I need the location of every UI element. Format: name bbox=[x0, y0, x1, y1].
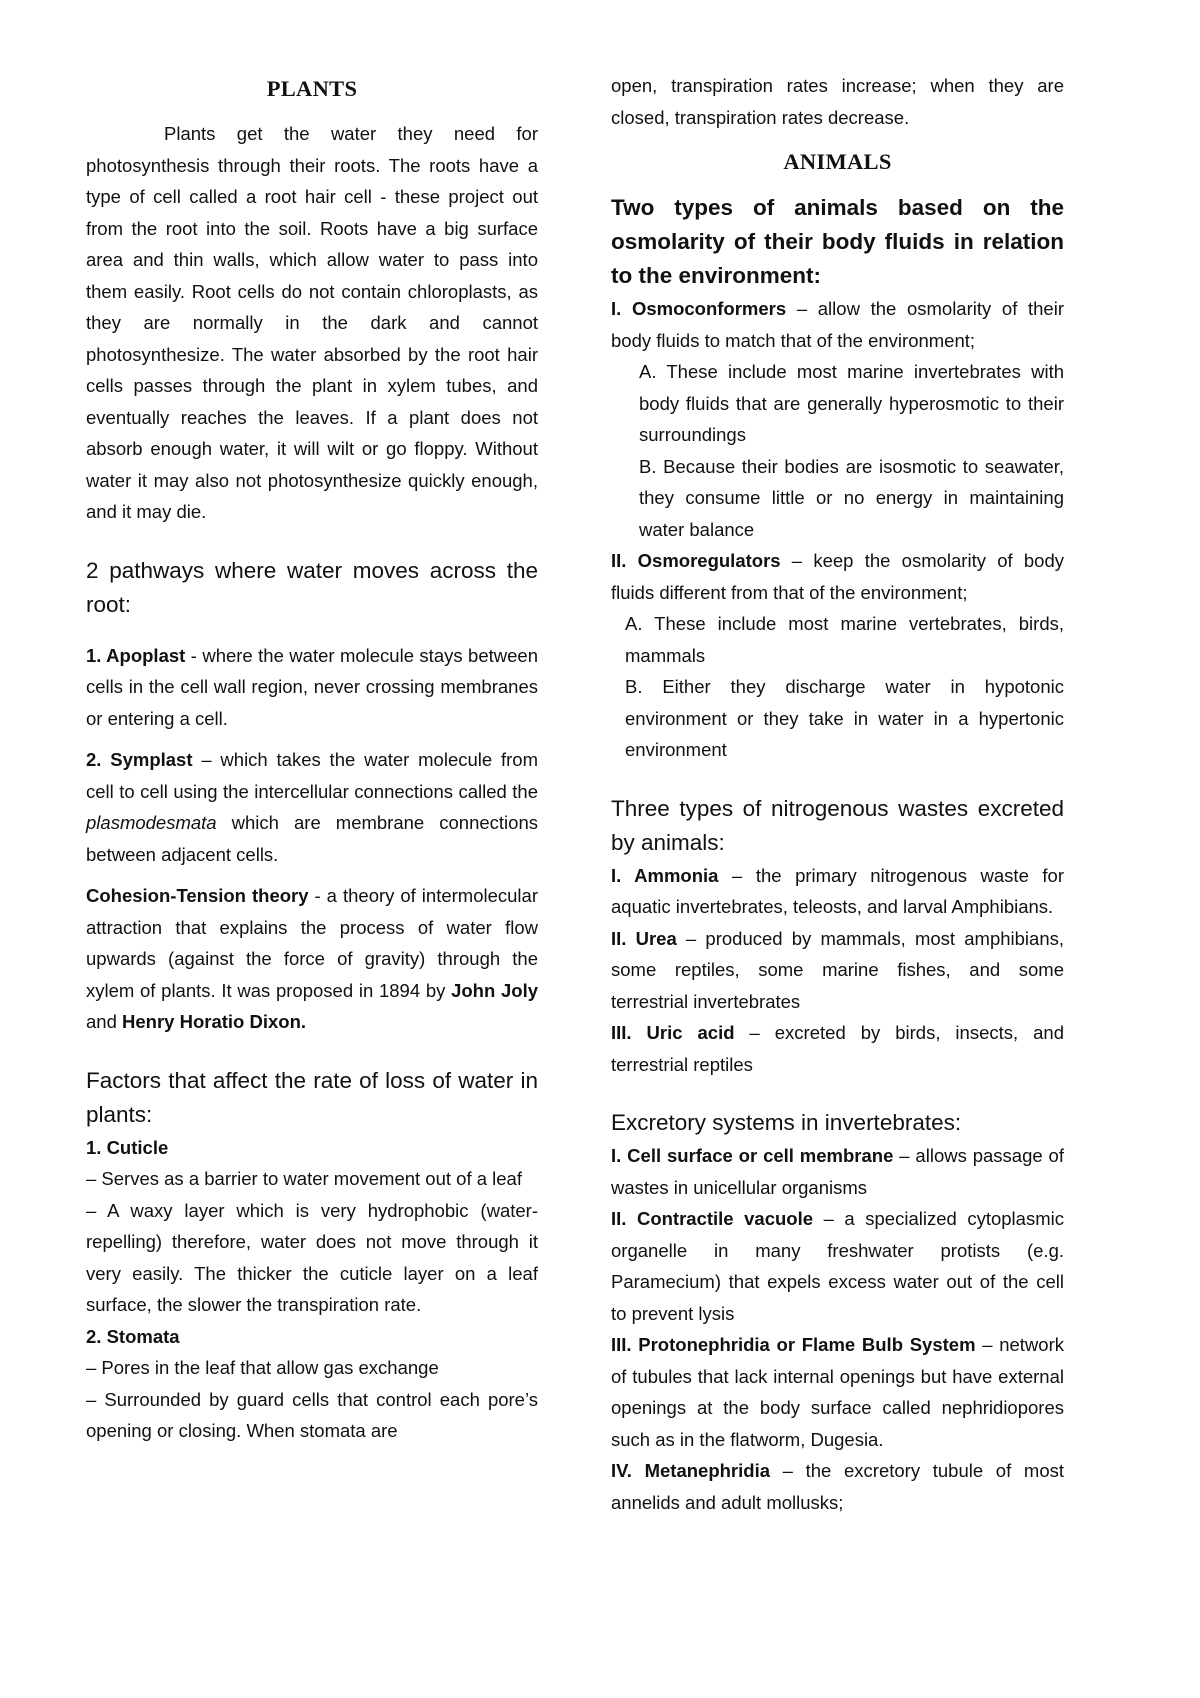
symplast-text-b: which are membrane connections between adjacent cells. bbox=[86, 812, 538, 865]
osmoregulators-term: II. Osmoregulators bbox=[611, 550, 781, 571]
protonephridia-text: – network of tubules that lack internal openings but have external openings at the body surface called nephridiopores such as in the flatworm, Dugesia. bbox=[611, 1334, 1064, 1450]
urea-text: – produced by mammals, most amphibians, some reptiles, some marine fishes, and some terrestrial invertebrates bbox=[611, 927, 1064, 1012]
metanephridia-text: – the excretory tubule of most annelids and adult mollusks; bbox=[611, 1460, 1064, 1513]
protonephridia-paragraph bbox=[611, 1329, 1064, 1455]
urea-paragraph bbox=[611, 923, 1064, 1018]
nitrogenous-wastes-heading: Three types of nitrogenous wastes excreted by animals: bbox=[611, 795, 1064, 855]
osmoregulators-point-b: B. Either they discharge water in hypotonic environment or they take in water in a hypertonic environment bbox=[625, 676, 1064, 760]
ammonia-text: – the primary nitrogenous waste for aquatic invertebrates, teleosts, and larval Amphibians. bbox=[611, 864, 1064, 917]
apoplast-term: 1. Apoplast bbox=[86, 644, 186, 666]
plasmodesmata-term: plasmodesmata bbox=[86, 812, 217, 833]
osmoconformers-point-b: B. Because their bodies are isosmotic to seawater, they consume little or no energy in maintaining water balance bbox=[639, 455, 1064, 540]
cell-surface-paragraph bbox=[611, 1140, 1064, 1203]
osmoconformers-paragraph bbox=[611, 293, 1064, 356]
cohesion-text: - a theory of intermolecular attraction that explains the process of water flow upwards (against the force of gravity) through the xylem of plants. It was proposed in 1894 by bbox=[86, 885, 538, 1001]
plants-intro-paragraph: Plants get the water they need for photosynthesis through their roots. The roots have a type of cell called a root hair cell - these project out from the root into the soil. Roots have a big surface area and thin walls, which allow water to pass into them easily. Root cells do not contain chloroplasts, as they are normally in the dark and cannot photosynthesize. The water absorbed by the root hair cells passes through the plant in xylem tubes, and eventually reaches the leaves. If a plant does not absorb enough water, it will wilt or go floppy. Without water it may also not photosynthesize quickly enough, and it may die. bbox=[86, 123, 538, 522]
symplast-term: 2. Symplast bbox=[86, 749, 193, 770]
cohesion-and: and bbox=[86, 1011, 123, 1032]
contractile-vacuole-term: II. Contractile vacuole bbox=[611, 1208, 814, 1229]
protonephridia-term: III. Protonephridia or Flame Bulb System bbox=[611, 1334, 976, 1355]
osmoconformers-text: – allow the osmolarity of their body fluids to match that of the environment; bbox=[611, 298, 1064, 351]
cell-surface-text: – allows passage of wastes in unicellular organisms bbox=[611, 1145, 1064, 1198]
cell-surface-term: I. Cell surface or cell membrane bbox=[611, 1145, 894, 1166]
cuticle-title-text: 1. Cuticle bbox=[86, 1136, 169, 1158]
symplast-paragraph bbox=[86, 744, 538, 870]
stomata-continuation: open, transpiration rates increase; when they are closed, transpiration rates decrease. bbox=[611, 75, 1064, 128]
cuticle-title bbox=[86, 1132, 538, 1164]
ammonia-term: I. Ammonia bbox=[611, 864, 719, 886]
uric-acid-term: III. Uric acid bbox=[611, 1022, 735, 1043]
cuticle-point-2: – A waxy layer which is very hydrophobic (water-repelling) therefore, water does not move through it very easily. The thicker the cuticle layer on a leaf surface, the slower the transpiration rate. bbox=[86, 1199, 538, 1315]
stomata-point-1: – Pores in the leaf that allow gas exchange bbox=[86, 1357, 439, 1378]
cohesion-term: Cohesion-Tension theory bbox=[86, 885, 309, 906]
uric-acid-paragraph bbox=[611, 1017, 1064, 1080]
cohesion-tension-paragraph bbox=[86, 880, 538, 1038]
contractile-vacuole-paragraph bbox=[611, 1203, 1064, 1329]
metanephridia-term: IV. Metanephridia bbox=[611, 1460, 770, 1481]
ammonia-paragraph bbox=[611, 860, 1064, 923]
henry-dixon-name: Henry Horatio Dixon bbox=[122, 1011, 301, 1032]
right-column bbox=[611, 70, 1064, 1518]
stomata-point-2: – Surrounded by guard cells that control each pore’s opening or closing. When stomata are bbox=[86, 1388, 538, 1441]
symplast-text-a: – which takes the water molecule from cell to cell using the intercellular connections called the bbox=[86, 749, 538, 802]
cohesion-end: . bbox=[300, 1011, 307, 1032]
factors-heading: Factors that affect the rate of loss of water in plants: bbox=[86, 1067, 538, 1127]
osmoconformers-point-a: A. These include most marine invertebrates with body fluids that are generally hyperosmotic to their surroundings bbox=[639, 361, 1064, 445]
animals-title: ANIMALS bbox=[783, 149, 892, 174]
apoplast-text: - where the water molecule stays between cells in the cell wall region, never crossing membranes or entering a cell. bbox=[86, 644, 538, 729]
john-joly-name: John Joly bbox=[451, 979, 538, 1001]
cuticle-point-1: – Serves as a barrier to water movement out of a leaf bbox=[86, 1168, 522, 1189]
apoplast-paragraph bbox=[86, 640, 538, 735]
contractile-vacuole-text: – a specialized cytoplasmic organelle in many freshwater protists (e.g. Paramecium) that expels excess water out of the cell to prevent lysis bbox=[611, 1208, 1064, 1324]
stomata-title bbox=[86, 1321, 538, 1353]
osmoregulators-paragraph bbox=[611, 545, 1064, 608]
metanephridia-paragraph bbox=[611, 1455, 1064, 1518]
osmoregulators-point-a: A. These include most marine vertebrates, birds, mammals bbox=[625, 613, 1064, 666]
osmolarity-heading: Two types of animals based on the osmolarity of their body fluids in relation to the environment: bbox=[611, 195, 1064, 288]
stomata-title-text: 2. Stomata bbox=[86, 1325, 180, 1347]
excretory-systems-heading: Excretory systems in invertebrates: bbox=[611, 1110, 962, 1135]
urea-term: II. Urea bbox=[611, 927, 677, 949]
osmoconformers-term: I. Osmoconformers bbox=[611, 298, 787, 319]
pathways-heading: 2 pathways where water moves across the root: bbox=[86, 557, 538, 617]
uric-acid-text: – excreted by birds, insects, and terrestrial reptiles bbox=[611, 1022, 1064, 1075]
plants-title: PLANTS bbox=[266, 76, 358, 101]
osmoregulators-text: – keep the osmolarity of body fluids different from that of the environment; bbox=[611, 550, 1064, 603]
left-column bbox=[86, 70, 538, 1447]
